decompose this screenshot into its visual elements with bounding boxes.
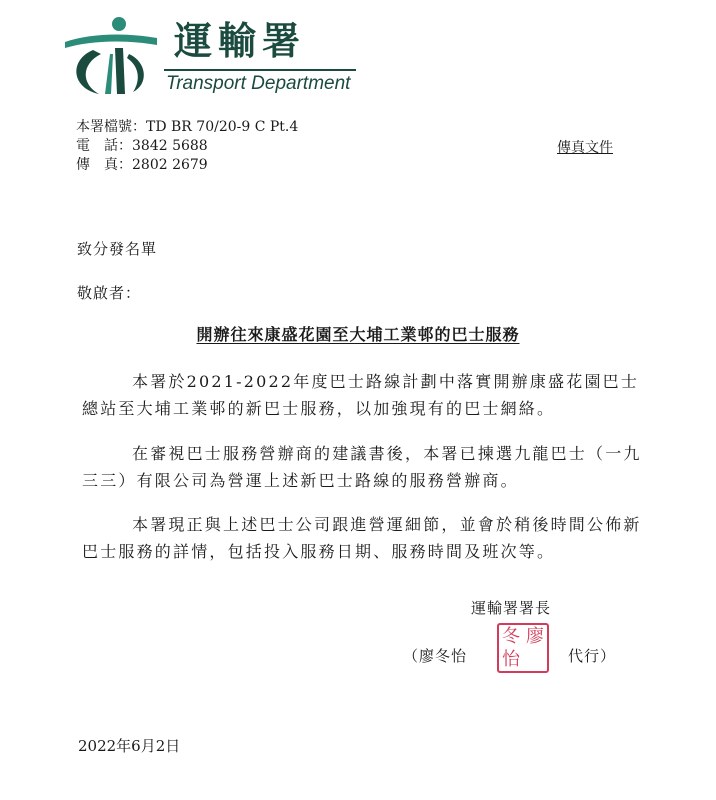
telephone-line — [76, 137, 208, 155]
signatory-title: 運輸署署長 — [471, 599, 552, 617]
telephone-label: 電 話： — [76, 138, 132, 154]
transport-department-logo-icon — [63, 14, 158, 96]
department-name-english: Transport Department — [166, 73, 351, 94]
body-paragraph-1: 本署於2021-2022年度巴士路線計劃中落實開辦康盛花園巴士總站至大埔工業邨的新巴士服務，以加強現有的巴士網絡。 — [82, 372, 640, 418]
fax-label: 傳 真： — [76, 157, 132, 173]
letter-subject-text: 開辦往來康盛花園至大埔工業邨的巴士服務 — [196, 325, 520, 344]
signatory-name: （廖冬怡 — [403, 647, 468, 665]
file-reference-line — [76, 118, 298, 136]
letterhead-divider — [164, 69, 356, 71]
salutation: 敬啟者： — [77, 284, 142, 302]
recipient: 致分發名單 — [77, 240, 158, 258]
letter-date: 2022年6月2日 — [78, 737, 181, 755]
file-reference-number: TD BR 70/20-9 C Pt.4 — [146, 119, 299, 135]
seal-char: 冬 — [502, 625, 520, 647]
file-reference-label: 本署檔號： — [76, 119, 146, 135]
telephone-number: 3842 5688 — [132, 138, 208, 154]
fax-number: 2802 2679 — [132, 157, 208, 173]
acting-on-behalf-note: 代行） — [568, 647, 617, 665]
fax-line — [76, 156, 208, 174]
personal-seal-stamp — [497, 623, 549, 673]
department-name-chinese: 運輸署 — [174, 19, 307, 63]
fax-document-label: 傳真文件 — [557, 140, 613, 156]
body-paragraph-3: 本署現正與上述巴士公司跟進營運細節，並會於稍後時間公佈新巴士服務的詳情，包括投入服務日期、服務時間及班次等。 — [82, 515, 642, 561]
body-paragraph-2: 在審視巴士服務營辦商的建議書後，本署已揀選九龍巴士（一九三三）有限公司為營運上述新巴士路線的服務營辦商。 — [82, 444, 642, 490]
seal-char: 怡 — [502, 648, 520, 670]
seal-char: 廖 — [526, 625, 544, 647]
letter-subject — [0, 322, 716, 345]
